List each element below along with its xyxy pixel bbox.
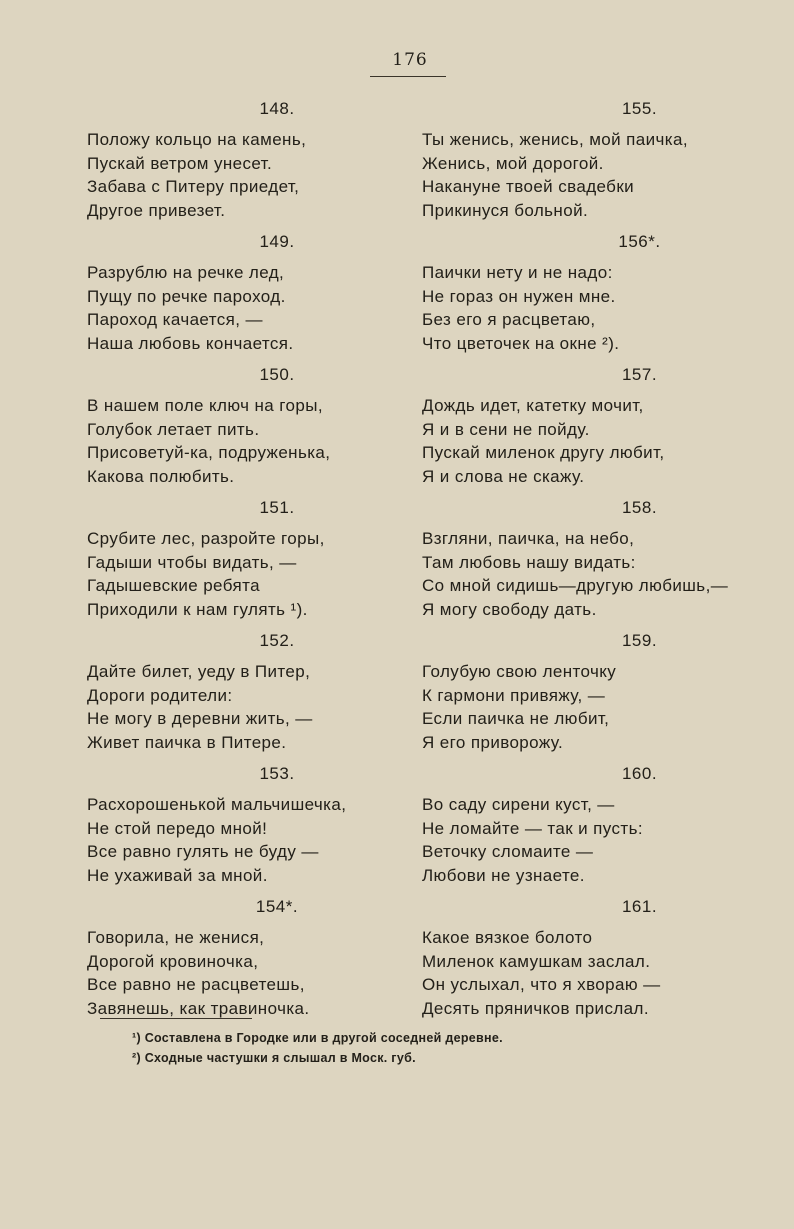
- poem-line: Накануне твоей свадебки: [422, 177, 635, 196]
- poem-line: Живет паичка в Питере.: [87, 732, 287, 752]
- poem-lines: [422, 128, 757, 222]
- poem-line: Дороги родители:: [87, 685, 233, 705]
- poem-line: Не ухаживай за мной.: [87, 865, 268, 885]
- poem-line: Приходили к нам гулять ¹).: [87, 599, 308, 619]
- poem-line: Не ломайте — так и пусть:: [422, 818, 643, 838]
- poem-lines: [422, 394, 757, 488]
- poem-line: Не стой передо мной!: [87, 818, 268, 838]
- poem-line: Забава с Питеру приедет,: [87, 177, 300, 196]
- poem-lines: [422, 527, 757, 621]
- poem-lines: [87, 926, 407, 1020]
- poem-line: Пароход качается, —: [87, 310, 263, 329]
- poem-line: Какова полюбить.: [87, 466, 235, 486]
- poem-lines: [87, 394, 407, 488]
- poem-number: 153.: [259, 764, 295, 783]
- poem-lines: [87, 660, 407, 754]
- poem-line: Пускай миленок другу любит,: [422, 443, 665, 462]
- poem-line: Расхорошенькой мальчишечка,: [87, 795, 347, 814]
- poem-line: Разрублю на речке лед,: [87, 263, 285, 282]
- poem-line: Завянешь, как травиночка.: [87, 998, 310, 1018]
- poem-block: [422, 630, 757, 754]
- poem-line: Не могу в деревни жить, —: [87, 709, 313, 728]
- poem-line: Все равно гулять не буду —: [87, 842, 319, 861]
- footnote-rule: [100, 1018, 252, 1019]
- poem-line: Дождь идет, катетку мочит,: [422, 396, 644, 415]
- poem-block: [422, 231, 757, 355]
- poem-line: Веточку сломаите —: [422, 842, 594, 861]
- poem-block: [422, 763, 757, 887]
- poem-line: Присоветуй-ка, подруженька,: [87, 443, 331, 462]
- poem-lines: [87, 793, 407, 887]
- poem-line: Голубую свою ленточку: [422, 662, 617, 681]
- poem-block: [87, 763, 407, 887]
- poem-line: Женись, мой дорогой.: [422, 153, 604, 173]
- page-number-rule: [370, 76, 446, 77]
- footnotes: [132, 1028, 503, 1068]
- poem-line: Если паичка не любит,: [422, 709, 610, 728]
- poem-block: [87, 98, 407, 222]
- poem-line: Десять пряничков прислал.: [422, 998, 649, 1018]
- poem-block: [422, 98, 757, 222]
- poem-line: Ты женись, женись, мой паичка,: [422, 130, 688, 149]
- poem-line: Положу кольцо на камень,: [87, 130, 307, 149]
- poem-line: Я и слова не скажу.: [422, 466, 585, 486]
- poem-line: К гармони привяжу, —: [422, 685, 606, 705]
- poem-line: Говорила, не женися,: [87, 928, 265, 947]
- poem-line: Я могу свободу дать.: [422, 599, 597, 619]
- poem-line: Гадышевские ребята: [87, 576, 260, 595]
- poem-number: 152.: [259, 631, 295, 650]
- poem-line: Все равно не расцветешь,: [87, 975, 305, 994]
- right-column: [422, 98, 757, 1020]
- poem-number: 160.: [621, 764, 658, 783]
- poem-lines: [422, 261, 757, 355]
- poem-lines: [422, 660, 757, 754]
- poem-line: Какое вязкое болото: [422, 928, 593, 947]
- poem-lines: [422, 926, 757, 1020]
- poem-line: Дайте билет, уеду в Питер,: [87, 662, 311, 681]
- poem-number: 149.: [259, 232, 295, 251]
- poem-line: Паички нету и не надо:: [422, 263, 613, 282]
- poem-number: 151.: [259, 498, 295, 517]
- poem-line: В нашем поле ключ на горы,: [87, 396, 323, 415]
- poem-block: [422, 497, 757, 621]
- poem-number: 161.: [621, 897, 658, 916]
- poem-line: Без его я расцветаю,: [422, 310, 596, 329]
- poem-line: Взгляни, паичка, на небо,: [422, 529, 635, 548]
- page-number: 176: [392, 50, 428, 70]
- poem-line: Я его приворожу.: [422, 732, 564, 752]
- poem-line: Он услыхал, что я хвораю —: [422, 975, 661, 994]
- poem-number: 156*.: [618, 232, 661, 251]
- poem-line: Там любовь нашу видать:: [422, 552, 636, 572]
- poem-number: 155.: [621, 99, 658, 118]
- poem-line: Пускай ветром унесет.: [87, 153, 273, 173]
- poem-block: [87, 231, 407, 355]
- poem-lines: [87, 527, 407, 621]
- poem-block: [422, 364, 757, 488]
- poem-number: 154*.: [255, 897, 299, 916]
- poem-line: Со мной сидишь—другую любишь,—: [422, 576, 729, 595]
- poem-lines: [87, 261, 407, 355]
- poem-line: Срубите лес, разройте горы,: [87, 529, 325, 548]
- poem-number: 157.: [621, 365, 658, 384]
- poem-line: Любови не узнаете.: [422, 865, 585, 885]
- poem-block: [87, 364, 407, 488]
- poem-line: Миленок камушкам заслал.: [422, 951, 651, 971]
- poem-line: Прикинуся больной.: [422, 200, 589, 220]
- poem-number: 159.: [621, 631, 658, 650]
- poem-block: [87, 896, 407, 1020]
- poem-lines: [422, 793, 757, 887]
- poem-lines: [87, 128, 407, 222]
- poem-line: Гадыши чтобы видать, —: [87, 552, 297, 572]
- poem-line: Во саду сирени куст, —: [422, 795, 615, 814]
- poem-block: [422, 896, 757, 1020]
- poem-line: Не гораз он нужен мне.: [422, 286, 616, 306]
- poem-block: [87, 497, 407, 621]
- footnote-2: ²) Сходные частушки я слышал в Моск. губ.: [132, 1051, 416, 1065]
- poem-line: Наша любовь кончается.: [87, 333, 294, 353]
- poem-block: [87, 630, 407, 754]
- poem-number: 148.: [259, 99, 295, 118]
- poem-number: 158.: [621, 498, 658, 517]
- poem-line: Что цветочек на окне ²).: [422, 333, 620, 353]
- poem-line: Пущу по речке пароход.: [87, 286, 286, 306]
- poem-line: Дорогой кровиночка,: [87, 951, 259, 971]
- poem-line: Я и в сени не пойду.: [422, 419, 590, 439]
- poem-line: Голубок летает пить.: [87, 419, 260, 439]
- poem-line: Другое привезет.: [87, 200, 226, 220]
- footnote-1: ¹) Составлена в Городке или в другой соседней деревне.: [132, 1031, 503, 1045]
- poem-number: 150.: [259, 365, 295, 384]
- left-column: [87, 98, 407, 1020]
